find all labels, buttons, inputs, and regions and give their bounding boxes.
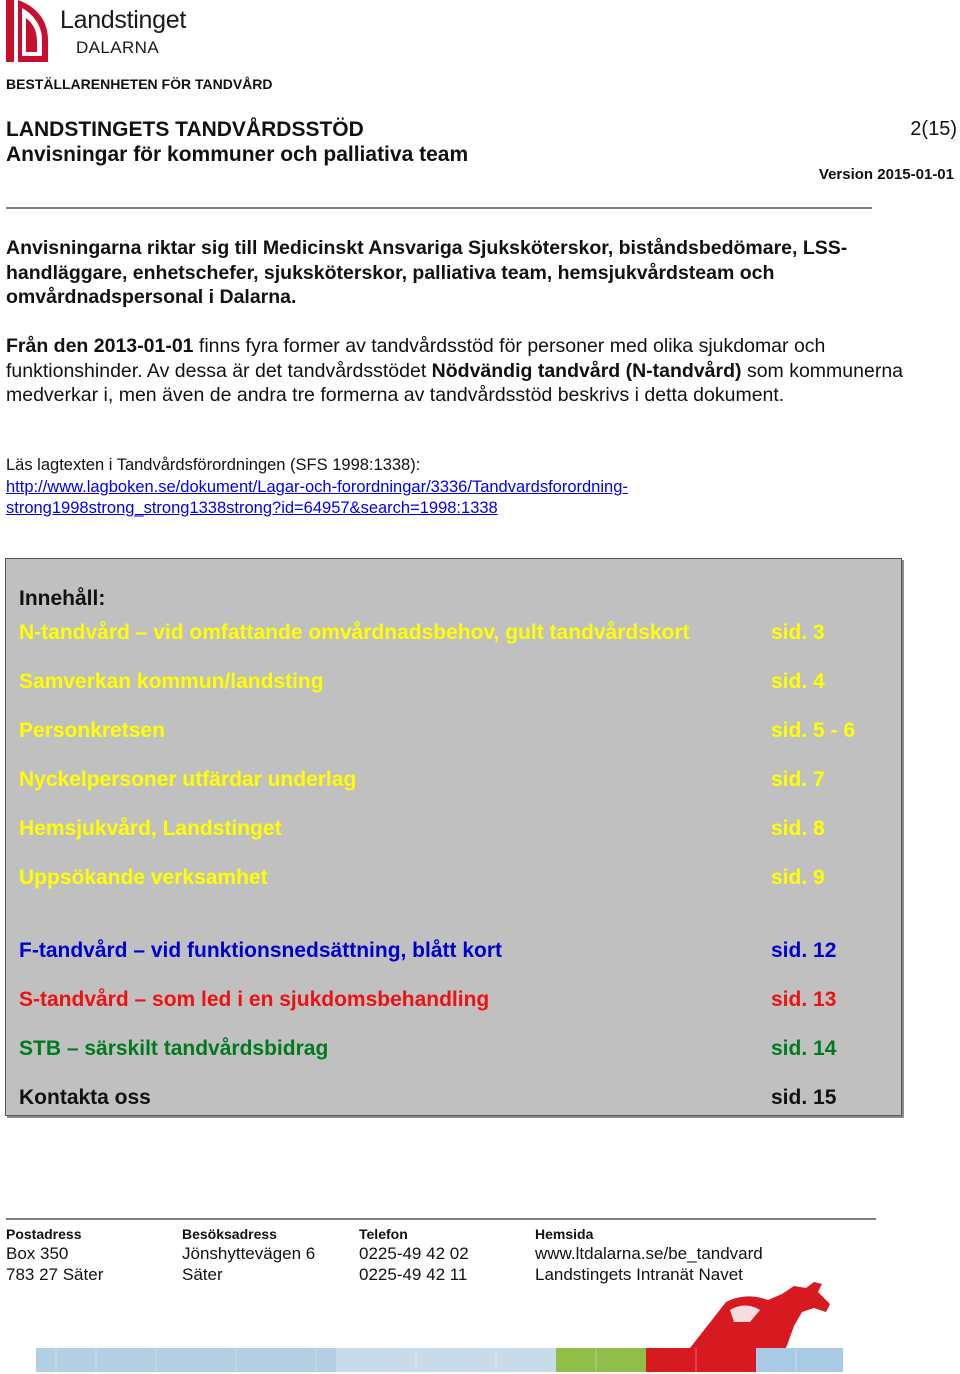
document-title: LANDSTINGETS TANDVÅRDSSTÖD	[6, 118, 364, 141]
footer-line: Säter	[182, 1264, 223, 1284]
footer-telefon	[359, 1226, 469, 1285]
law-reference: Läs lagtexten i Tandvårdsförordningen (SFS 1998:1338):	[6, 456, 421, 474]
footer-line: www.ltdalarna.se/be_tandvard	[535, 1244, 763, 1263]
footer-divider	[6, 1218, 876, 1220]
toc-item-stb[interactable]	[19, 1037, 879, 1065]
body-paragraph	[6, 334, 906, 408]
table-of-contents	[5, 558, 902, 1116]
footer-line: 0225-49 42 02	[359, 1244, 469, 1263]
footer-postadress	[6, 1226, 103, 1285]
footer-label: Telefon	[359, 1226, 408, 1242]
footer-label: Hemsida	[535, 1226, 594, 1242]
toc-item-page: sid. 14	[771, 1037, 837, 1060]
toc-item-label: Hemsjukvård, Landstinget	[19, 817, 282, 840]
toc-item-label: Samverkan kommun/landsting	[19, 670, 324, 693]
toc-item-label: N-tandvård – vid omfattande omvårdnadsbehov, gult tandvårdskort	[19, 621, 690, 644]
footer-decorative-band	[36, 1348, 843, 1372]
page-number: 2(15)	[910, 118, 957, 140]
toc-item-label: STB – särskilt tandvårdsbidrag	[19, 1037, 329, 1060]
toc-item-page: sid. 3	[771, 621, 825, 644]
document-subtitle: Anvisningar för kommuner och palliativa team	[6, 143, 469, 166]
intro-paragraph: Anvisningarna riktar sig till Medicinskt Ansvariga Sjuksköterskor, biståndsbedömare, LSS-handläggare, enhetschefer, sjuksköterskor, palliativa team, hemsjukvårdsteam och omvårdnadspersonal i Dalarna.	[6, 237, 848, 308]
footer-hemsida	[535, 1226, 763, 1285]
body-text-1: finns fyra former av tandvårdsstöd för personer med olika sjukdomar och funktionshinder. Av dessa är det tandvårdsstödet	[6, 335, 826, 382]
footer-label: Postadress	[6, 1226, 82, 1242]
toc-item-n-tandvard[interactable]	[19, 621, 879, 649]
body-text-2: som kommunerna medverkar i, men även de andra tre formerna av tandvårdsstöd beskrivs i detta dokument.	[6, 359, 904, 406]
toc-item-label: Nyckelpersoner utfärdar underlag	[19, 768, 357, 791]
toc-item-samverkan[interactable]	[19, 670, 879, 698]
toc-item-label: Personkretsen	[19, 719, 165, 742]
version-label: Version 2015-01-01	[818, 166, 954, 183]
toc-item-hemsjukvard[interactable]	[19, 817, 879, 845]
footer-label: Besöksadress	[182, 1226, 277, 1242]
toc-item-f-tandvard[interactable]	[19, 939, 879, 967]
toc-item-page: sid. 7	[771, 768, 825, 791]
toc-item-label: Kontakta oss	[19, 1086, 151, 1109]
footer-besoksadress	[182, 1226, 315, 1285]
toc-item-label: Uppsökande verksamhet	[19, 866, 268, 889]
body-bold-date: Från den 2013-01-01	[6, 335, 194, 357]
toc-item-label: F-tandvård – vid funktionsnedsättning, blått kort	[19, 939, 503, 962]
toc-item-page: sid. 4	[771, 670, 825, 693]
toc-item-page: sid. 8	[771, 817, 825, 840]
toc-item-s-tandvard[interactable]	[19, 988, 879, 1016]
toc-title: Innehåll:	[19, 587, 106, 610]
logo-text-line2: DALARNA	[76, 38, 160, 57]
toc-item-page: sid. 5 - 6	[771, 719, 856, 742]
toc-item-nyckelpersoner[interactable]	[19, 768, 879, 796]
footer-line: 0225-49 42 11	[359, 1264, 468, 1284]
footer-line: Landstingets Intranät Navet	[535, 1264, 743, 1284]
footer-line: 783 27 Säter	[6, 1264, 104, 1284]
toc-item-label: S-tandvård – som led i en sjukdomsbehandling	[19, 988, 490, 1011]
toc-item-page: sid. 12	[771, 939, 837, 962]
toc-item-personkretsen[interactable]	[19, 719, 879, 747]
dala-horse-icon	[690, 1282, 835, 1348]
logo-mark-icon	[6, 0, 48, 62]
landstinget-dalarna-logo	[6, 0, 186, 64]
body-bold-ntandvard: Nödvändig tandvård (N-tandvård)	[431, 359, 742, 382]
toc-item-kontakta-oss[interactable]	[19, 1086, 879, 1114]
law-link[interactable]: http://www.lagboken.se/dokument/Lagar-och-forordningar/3336/Tandvardsforordning-strong1998strong_strong1338strong?id=64957&search=1998:1338	[6, 478, 628, 517]
logo-text-line1: Landstinget	[60, 6, 186, 34]
header-divider	[6, 207, 872, 209]
toc-item-page: sid. 13	[771, 988, 837, 1011]
toc-item-page: sid. 15	[771, 1086, 837, 1109]
toc-item-page: sid. 9	[771, 866, 825, 889]
organization-name: BESTÄLLARENHETEN FÖR TANDVÅRD	[6, 76, 273, 92]
footer-line: Box 350	[6, 1244, 69, 1263]
toc-item-uppsokande[interactable]	[19, 866, 879, 894]
footer-line: Jönshyttevägen 6	[182, 1244, 316, 1263]
